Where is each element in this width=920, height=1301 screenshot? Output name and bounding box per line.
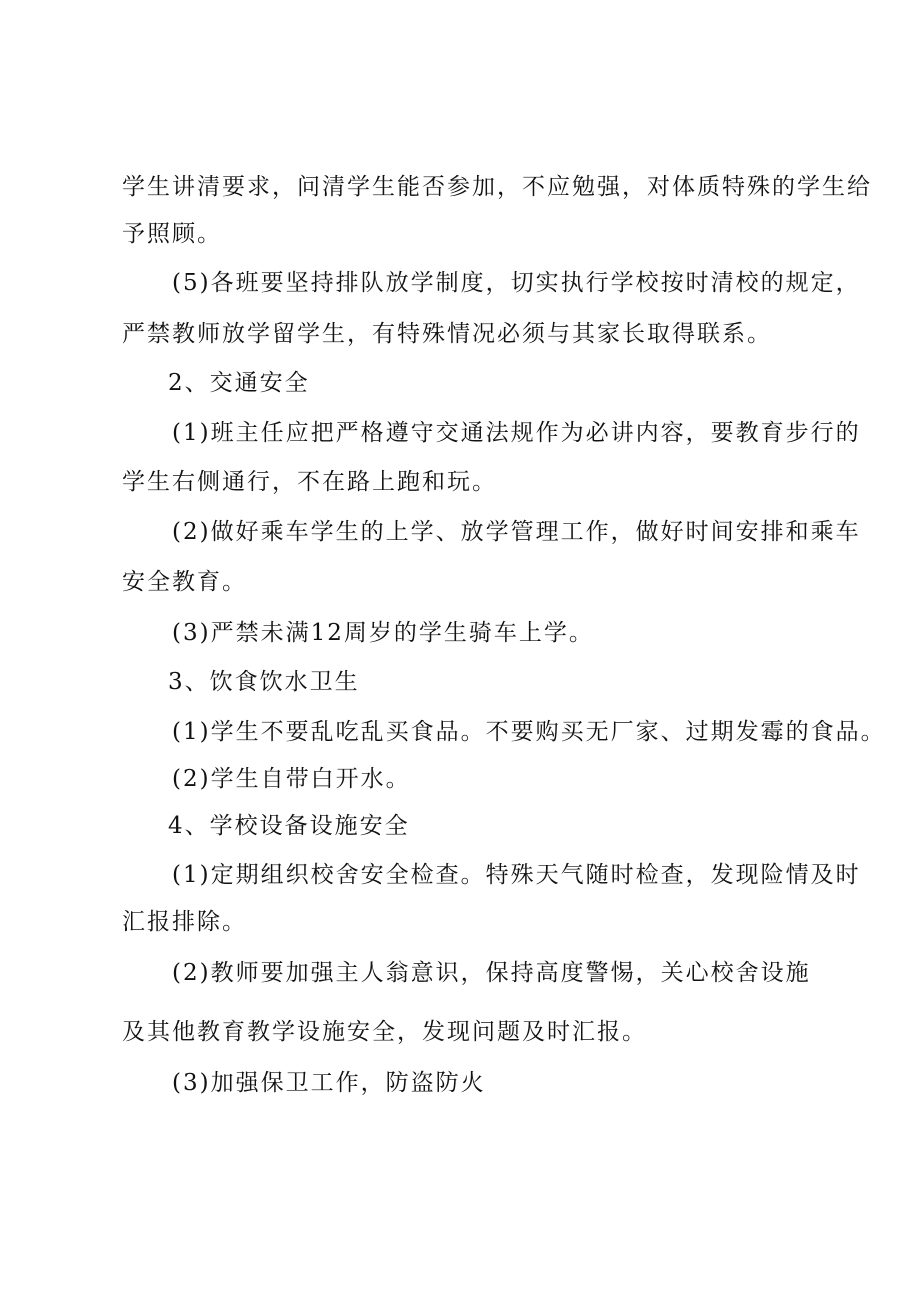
paragraph-line: 学生讲清要求，问清学生能否参加，不应勉强，对体质特殊的学生给 [122, 174, 872, 200]
paragraph-line: (5)各班要坚持排队放学制度，切实执行学校按时清校的规定， [172, 270, 861, 296]
paragraph-line: (2)教师要加强主人翁意识，保持高度警惕，关心校舍设施 [172, 960, 811, 986]
section-heading: 2、交通安全 [168, 370, 310, 396]
paragraph-line: (3)加强保卫工作，防盗防火 [172, 1070, 486, 1096]
section-heading: 4、学校设备设施安全 [168, 813, 410, 839]
paragraph-line: 学生右侧通行，不在路上跑和玩。 [122, 469, 497, 495]
paragraph-line: 及其他教育教学设施安全，发现问题及时汇报。 [122, 1019, 647, 1045]
paragraph-line: 安全教育。 [122, 569, 247, 595]
paragraph-line: 汇报排除。 [122, 909, 247, 935]
paragraph-line: (2)做好乘车学生的上学、放学管理工作，做好时间安排和乘车 [172, 519, 861, 545]
paragraph-line: (3)严禁未满12周岁的学生骑车上学。 [172, 620, 594, 646]
paragraph-line: (1)班主任应把严格遵守交通法规作为必讲内容，要教育步行的 [172, 420, 861, 446]
paragraph-line: 严禁教师放学留学生，有特殊情况必须与其家长取得联系。 [122, 321, 772, 347]
paragraph-line: (1)定期组织校舍安全检查。特殊天气随时检查，发现险情及时 [172, 862, 861, 888]
section-heading: 3、饮食饮水卫生 [168, 669, 360, 695]
paragraph-line: 予照顾。 [122, 221, 222, 247]
paragraph-line: (2)学生自带白开水。 [172, 766, 411, 792]
paragraph-line: (1)学生不要乱吃乱买食品。不要购买无厂家、过期发霉的食品。 [172, 719, 886, 745]
